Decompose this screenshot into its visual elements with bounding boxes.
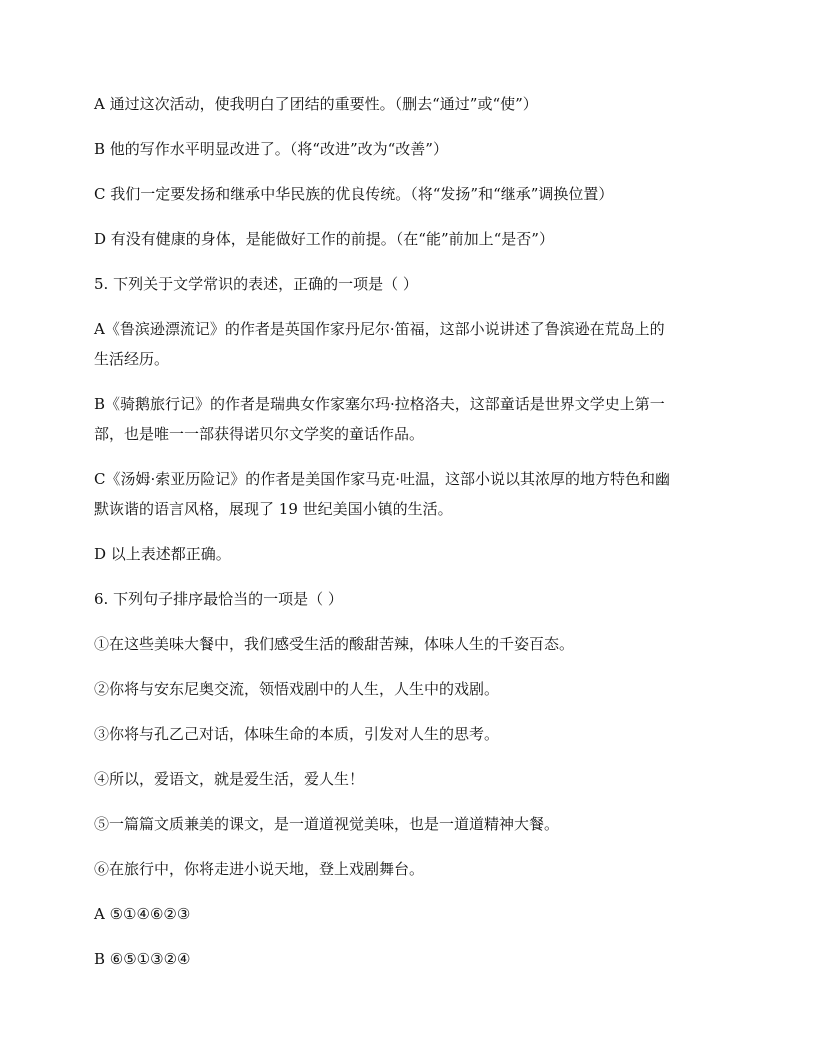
- option-a-q5-line1: A《鲁滨逊漂流记》的作者是英国作家丹尼尔·笛福，这部小说讲述了鲁滨逊在荒岛上的: [94, 320, 665, 338]
- sentence-5: ⑤一篇篇文质兼美的课文，是一道道视觉美味，也是一道道精神大餐。: [94, 815, 560, 833]
- option-b-q5-line1: B《骑鹅旅行记》的作者是瑞典女作家塞尔玛·拉格洛夫，这部童话是世界文学史上第一: [94, 395, 665, 413]
- option-c-q5-line2: 默诙谐的语言风格，展现了 19 世纪美国小镇的生活。: [94, 500, 453, 518]
- option-c-q4: C 我们一定要发扬和继承中华民族的优良传统。（将“发扬”和“继承”调换位置）: [94, 185, 614, 203]
- sentence-6: ⑥在旅行中，你将走进小说天地，登上戏剧舞台。: [94, 860, 425, 878]
- question-5: 5. 下列关于文学常识的表述，正确的一项是（ ）: [94, 275, 418, 293]
- option-d-q4: D 有没有健康的身体，是能做好工作的前提。（在“能”前加上“是否”）: [94, 230, 554, 248]
- sentence-2: ②你将与安东尼奥交流，领悟戏剧中的人生，人生中的戏剧。: [94, 680, 500, 698]
- sentence-1: ①在这些美味大餐中，我们感受生活的酸甜苦辣，体味人生的千姿百态。: [94, 635, 575, 653]
- option-c-q5-line1: C《汤姆·索亚历险记》的作者是美国作家马克·吐温，这部小说以其浓厚的地方特色和幽: [94, 470, 671, 488]
- option-a-q4: A 通过这次活动，使我明白了团结的重要性。（删去“通过”或“使”）: [94, 95, 538, 113]
- option-b-q4: B 他的写作水平明显改进了。（将“改进”改为“改善”）: [94, 140, 448, 158]
- question-6: 6. 下列句子排序最恰当的一项是（ ）: [94, 590, 343, 608]
- option-d-q5: D 以上表述都正确。: [94, 545, 231, 563]
- option-a-q5-line2: 生活经历。: [94, 350, 170, 368]
- sentence-3: ③你将与孔乙己对话，体味生命的本质，引发对人生的思考。: [94, 725, 500, 743]
- option-b-q6: B ⑥⑤①③②④: [94, 950, 191, 968]
- sentence-4: ④所以，爱语文，就是爱生活，爱人生！: [94, 770, 365, 788]
- option-a-q6: A ⑤①④⑥②③: [94, 905, 191, 923]
- option-b-q5-line2: 部，也是唯一一部获得诺贝尔文学奖的童话作品。: [94, 425, 425, 443]
